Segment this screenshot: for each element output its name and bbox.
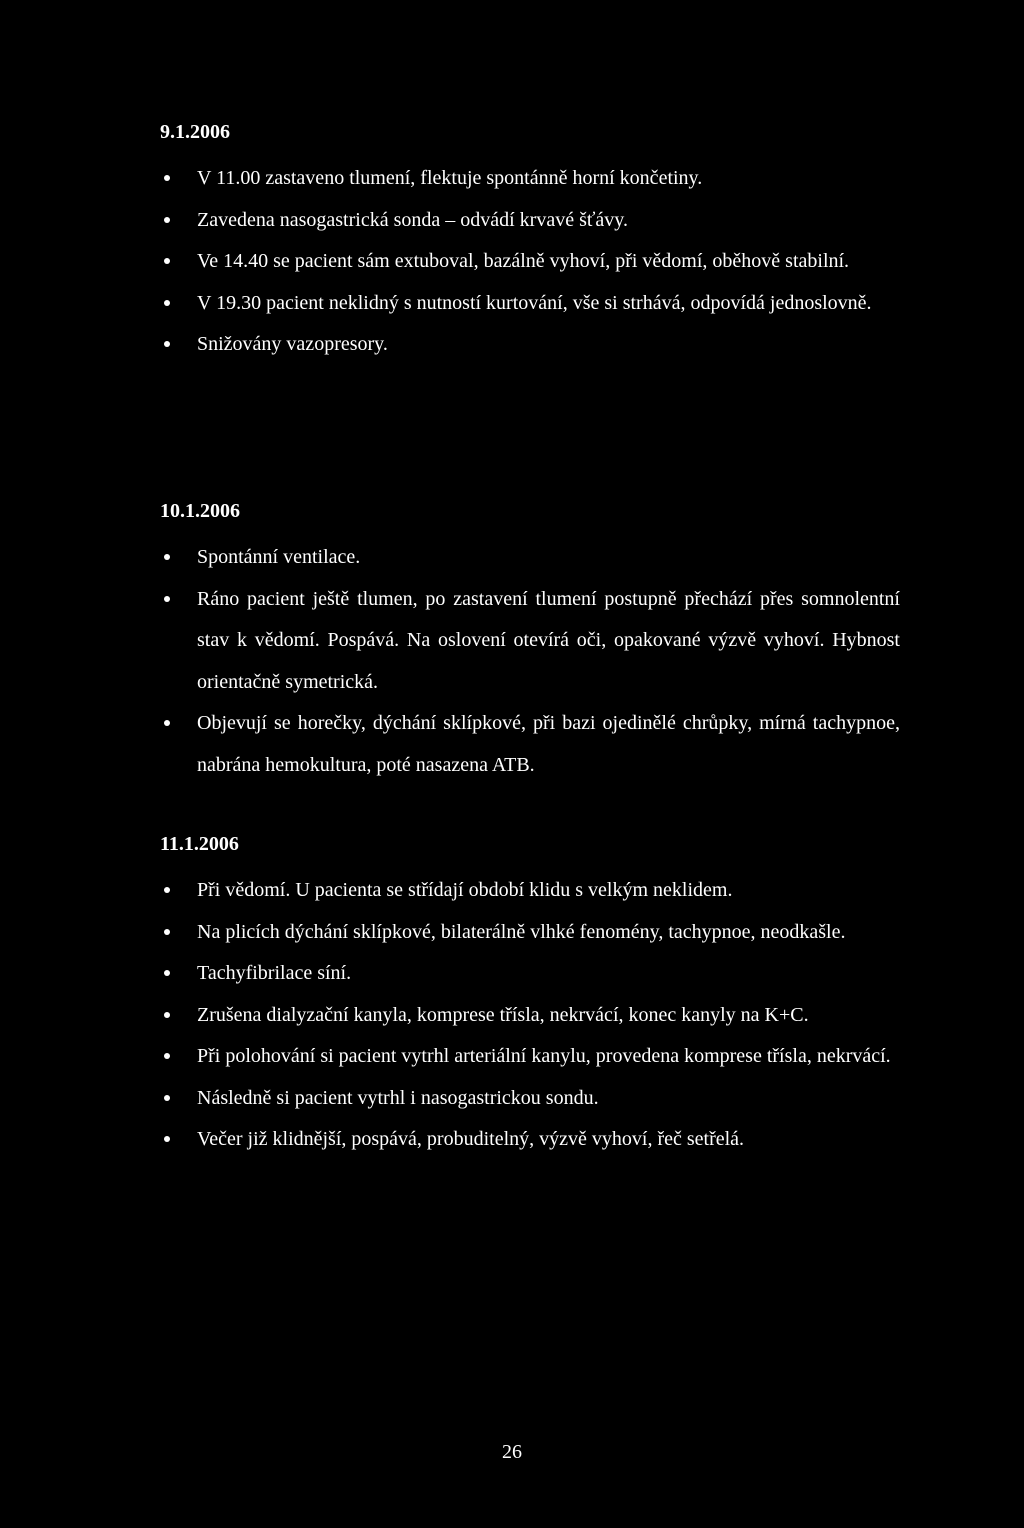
section-2006-01-10 <box>160 497 900 786</box>
list-item <box>160 912 900 954</box>
bullet-icon <box>164 887 170 893</box>
bullet-icon <box>164 1095 170 1101</box>
entry-text: V 11.00 zastaveno tlumení, flektuje spontánně horní končetiny. <box>197 167 703 189</box>
entry-text: Zavedena nasogastrická sonda – odvádí krvavé šťávy. <box>197 208 628 231</box>
list-item <box>160 158 900 200</box>
list-item <box>160 283 900 325</box>
list-item <box>160 995 900 1037</box>
bullet-icon <box>164 596 170 602</box>
entry-text: Tachyfibrilace síní. <box>197 962 352 984</box>
section-2006-01-09 <box>160 118 900 366</box>
list-item <box>160 1119 900 1161</box>
bullet-icon <box>164 1053 170 1059</box>
bullet-icon <box>164 970 170 976</box>
list-item <box>160 953 900 995</box>
list-item <box>160 537 900 579</box>
entry-text: Spontánní ventilace. <box>197 546 361 568</box>
entry-text: Na plicích dýchání sklípkové, bilaterálně vlhké fenomény, tachypnoe, neodkašle. <box>197 920 846 943</box>
entry-list <box>160 870 900 1161</box>
bullet-icon <box>164 258 170 264</box>
entry-list <box>160 158 900 366</box>
entry-text: Ve 14.40 se pacient sám extuboval, bazálně vyhoví, při vědomí, oběhově stabilní. <box>197 250 850 272</box>
bullet-icon <box>164 300 170 306</box>
section-2006-01-11 <box>160 830 900 1161</box>
bullet-icon <box>164 175 170 181</box>
bullet-icon <box>164 720 170 726</box>
section-date: 10.1.2006 <box>160 500 240 522</box>
entry-text: Večer již klidnější, pospává, probuditelný, výzvě vyhoví, řeč setřelá. <box>197 1128 745 1150</box>
list-item <box>160 870 900 912</box>
entry-text: Ráno pacient ještě tlumen, po zastavení tlumení postupně přechází přes somnolentní stav k vědomí. Pospává. Na oslovení otevírá oči, opakované výzvě vyhoví. Hybnost orientačně symetrická. <box>197 587 900 693</box>
list-item <box>160 579 900 704</box>
entry-text: Snižovány vazopresory. <box>197 333 388 355</box>
bullet-icon <box>164 1136 170 1142</box>
entry-text: Zrušena dialyzační kanyla, komprese třísla, nekrvácí, konec kanyly na K+C. <box>197 1003 809 1026</box>
entry-list <box>160 537 900 786</box>
list-item <box>160 324 900 366</box>
entry-text: Při polohování si pacient vytrhl arteriální kanylu, provedena komprese třísla, nekrvácí. <box>197 1045 891 1067</box>
entry-text: V 19.30 pacient neklidný s nutností kurtování, vše si strhává, odpovídá jednoslovně. <box>197 291 872 314</box>
list-item <box>160 241 900 283</box>
section-date: 11.1.2006 <box>160 833 239 855</box>
section-date: 9.1.2006 <box>160 121 230 143</box>
entry-text: Následně si pacient vytrhl i nasogastrickou sondu. <box>197 1086 599 1109</box>
list-item <box>160 1078 900 1120</box>
bullet-icon <box>164 929 170 935</box>
bullet-icon <box>164 1012 170 1018</box>
bullet-icon <box>164 217 170 223</box>
bullet-icon <box>164 341 170 347</box>
entry-text: Objevují se horečky, dýchání sklípkové, při bazi ojedinělé chrůpky, mírná tachypnoe, nabrána hemokultura, poté nasazena ATB. <box>197 712 900 776</box>
list-item <box>160 703 900 786</box>
list-item <box>160 200 900 242</box>
entry-text: Při vědomí. U pacienta se střídají období klidu s velkým neklidem. <box>197 879 733 901</box>
list-item <box>160 1036 900 1078</box>
page-number: 26 <box>502 1441 522 1463</box>
bullet-icon <box>164 554 170 560</box>
